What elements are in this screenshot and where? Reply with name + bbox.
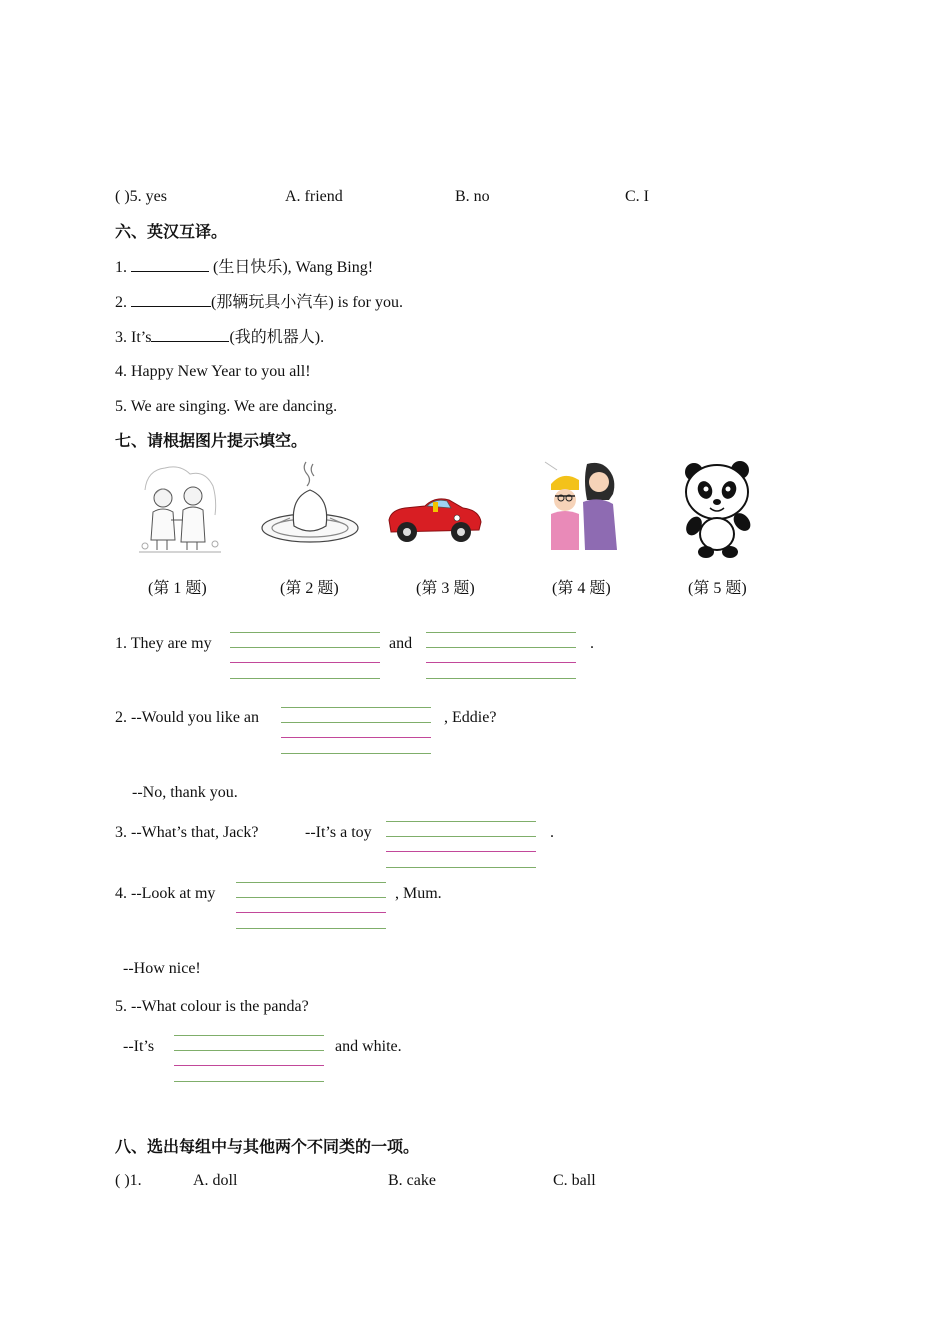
section-7-title: 七、请根据图片提示填空。: [115, 431, 308, 450]
s6-item-3-text: (我的机器人).: [229, 329, 325, 346]
s7-q1-period: .: [590, 635, 594, 652]
s8-q1-option-a: A. doll: [193, 1172, 238, 1189]
s7-q4-text: 4. --Look at my: [115, 885, 216, 902]
s7-q2-after: , Eddie?: [444, 709, 497, 726]
s6-item-3-num: 3. It’s: [115, 329, 152, 346]
s7-q5-writing-lines[interactable]: [174, 1035, 324, 1083]
s7-q3-answer: --It’s a toy: [305, 824, 372, 841]
section-8-title: 八、选出每组中与其他两个不同类的一项。: [115, 1137, 420, 1156]
s6-item-3: [115, 327, 324, 348]
s6-item-2: [115, 292, 403, 313]
s6-item-2-num: 2.: [115, 294, 131, 311]
s7-q2-writing-lines[interactable]: [281, 707, 431, 755]
s7-q2-reply: --No, thank you.: [132, 784, 238, 801]
panda-picture: [680, 460, 754, 560]
grandparents-picture: [135, 460, 225, 555]
toy-car-picture: [385, 490, 483, 546]
s6-item-1-blank[interactable]: [131, 257, 209, 272]
s6-item-4: 4. Happy New Year to you all!: [115, 363, 311, 380]
s7-q2-text: 2. --Would you like an: [115, 709, 260, 726]
egg-picture: [260, 458, 360, 548]
q5-option-a: A. friend: [285, 188, 343, 205]
s7-q4-after: , Mum.: [395, 885, 442, 902]
s7-q3-writing-lines[interactable]: [386, 821, 536, 869]
s7-q3-period: .: [550, 824, 554, 841]
s7-q1-text: 1. They are my: [115, 635, 212, 652]
caption-5: (第 5 题): [688, 580, 747, 597]
caption-2: (第 2 题): [280, 580, 339, 597]
s7-q1-and: and: [389, 635, 413, 652]
s8-q1-option-c: C. ball: [553, 1172, 596, 1189]
s6-item-1-text: (生日快乐), Wang Bing!: [209, 259, 374, 276]
s7-q5-answer: --It’s: [123, 1038, 155, 1055]
s6-item-1: [115, 257, 373, 278]
s8-q1-option-b: B. cake: [388, 1172, 436, 1189]
s6-item-2-blank[interactable]: [131, 292, 211, 307]
s7-q4-reply: --How nice!: [123, 960, 201, 977]
caption-4: (第 4 题): [552, 580, 611, 597]
mother-daughter-picture: [543, 460, 623, 552]
s7-q3-text: 3. --What’s that, Jack?: [115, 824, 259, 841]
q5-answer-paren: ( )5. yes: [115, 188, 167, 205]
s7-q5-text: 5. --What colour is the panda?: [115, 998, 309, 1015]
s7-q4-writing-lines[interactable]: [236, 882, 386, 930]
q5-option-c: C. I: [625, 188, 649, 205]
s8-q1-paren: ( )1.: [115, 1172, 142, 1189]
s6-item-1-num: 1.: [115, 259, 131, 276]
s7-q1-writing-lines-1[interactable]: [230, 632, 380, 680]
caption-1: (第 1 题): [148, 580, 207, 597]
s7-q5-after: and white.: [335, 1038, 402, 1055]
q5-option-b: B. no: [455, 188, 490, 205]
s6-item-5: 5. We are singing. We are dancing.: [115, 398, 338, 415]
s7-q1-writing-lines-2[interactable]: [426, 632, 576, 680]
s6-item-2-text: (那辆玩具小汽车) is for you.: [211, 294, 403, 311]
caption-3: (第 3 题): [416, 580, 475, 597]
s6-item-3-blank[interactable]: [151, 327, 229, 342]
section-6-title: 六、英汉互译。: [115, 222, 228, 241]
